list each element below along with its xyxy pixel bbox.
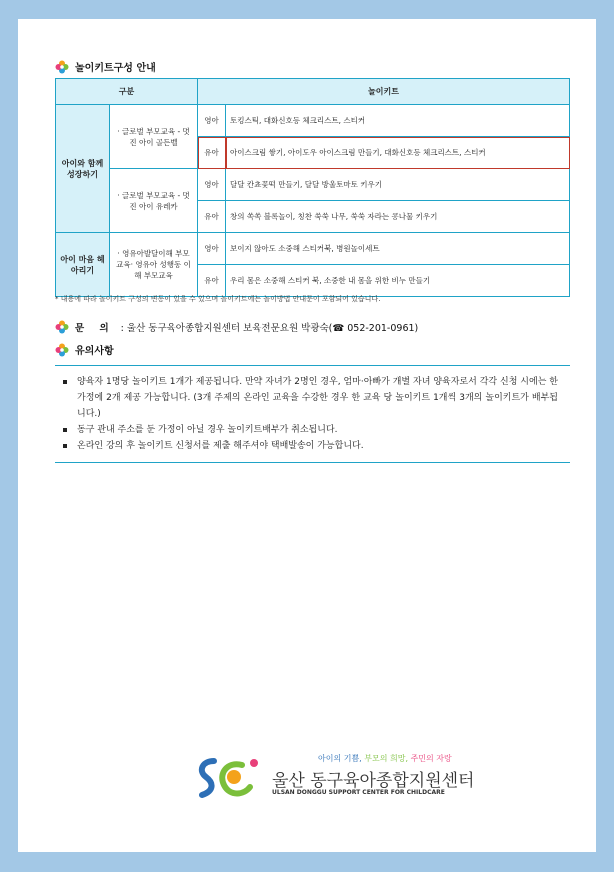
- table-row: [56, 233, 570, 265]
- flower-icon: [55, 343, 69, 357]
- slogan-part-3: 주민의 자랑: [410, 754, 452, 763]
- slogan-part-1: 아이의 기쁨,: [318, 754, 362, 763]
- table-footnote: * 내용에 따라 놀이키트 구성의 변동이 있을 수 있으며 놀이키트에는 놀이방법 안내문이 포함되어 있습니다.: [55, 295, 381, 303]
- notice-item: [77, 422, 570, 438]
- notice-list: [55, 374, 570, 454]
- notice-text: 동구 관내 주소를 둔 가정이 아닐 경우 놀이키트배부가 취소됩니다.: [77, 425, 338, 435]
- age-cell: 영아: [198, 169, 226, 201]
- flower-icon: [55, 320, 69, 334]
- header-category: 구분: [56, 79, 198, 105]
- kit-table: [55, 78, 570, 297]
- table-header-row: [56, 79, 570, 105]
- document-page: [18, 19, 596, 852]
- bullet-icon: [63, 428, 67, 432]
- kit-cell-highlighted: 아이스크림 쌓기, 아이도우 아이스크림 만들기, 대화신호등 체크리스트, 스티커: [226, 137, 570, 169]
- program-name: · 영유아발달이해 부모교육· 영유아 성행동 이해 부모교육: [110, 233, 198, 297]
- program-name: · 글로벌 부모교육 - 멋진 아이 골든벨: [110, 105, 198, 169]
- section-title-notice: [55, 342, 114, 357]
- age-cell: 유아: [198, 265, 226, 297]
- center-logo: [194, 751, 475, 823]
- table-row: [56, 169, 570, 201]
- notice-box: [55, 365, 570, 463]
- group-label: 아이 마음 헤아리기: [56, 233, 110, 297]
- program-name: · 글로벌 부모교육 - 멋진 아이 유레카: [110, 169, 198, 233]
- notice-item: [77, 438, 570, 454]
- kit-cell: 토킹스틱, 대화신호등 체크리스트, 스티커: [226, 105, 570, 137]
- flower-icon: [55, 60, 69, 74]
- contact-label: 문 의: [75, 323, 115, 334]
- kit-cell: 창의 쏙쏙 블록놀이, 칭찬 쑥쑥 나무, 쑥쑥 자라는 콩나물 키우기: [226, 201, 570, 233]
- contact-text: : 울산 동구육아종합지원센터 보육전문요원 박광숙(☎ 052-201-0961): [120, 323, 419, 334]
- bullet-icon: [63, 444, 67, 448]
- group-label: 아이와 함께 성장하기: [56, 105, 110, 233]
- age-cell: 영아: [198, 105, 226, 137]
- age-cell: 영아: [198, 233, 226, 265]
- section-title-kit: [55, 59, 156, 74]
- kit-cell: 달달 칸쵸꽃떡 만들기, 달달 방울토마토 키우기: [226, 169, 570, 201]
- age-cell: 유아: [198, 201, 226, 233]
- section-title-text: 유의사항: [75, 346, 114, 357]
- logo-mark-icon: [194, 755, 264, 805]
- notice-text: 온라인 강의 후 놀이키트 신청서를 제출 해주셔야 택배발송이 가능합니다.: [77, 441, 364, 451]
- age-cell: 유아: [198, 137, 226, 169]
- logo-name-en: ULSAN DONGGU SUPPORT CENTER FOR CHILDCARE: [272, 789, 445, 796]
- section-title-text: 놀이키트구성 안내: [75, 63, 156, 74]
- logo-name-kr: 울산 동구육아종합지원센터: [272, 771, 475, 791]
- notice-item: [77, 374, 570, 422]
- table-row: [56, 105, 570, 137]
- contact-line: [55, 320, 418, 334]
- bullet-icon: [63, 380, 67, 384]
- logo-slogan: [318, 753, 452, 764]
- notice-text: 양육자 1명당 놀이키트 1개가 제공됩니다. 만약 자녀가 2명인 경우, 엄마·아빠가 개별 자녀 양육자로서 각각 신청 시에는 한 가정에 2개 제공 가능합니다. (3개 주제의 온라인 교육을 수강한 경우 한 교육 당 놀이키트 1개씩 3개의 놀이키트가 배부됩니다.): [77, 377, 558, 419]
- kit-cell: 우리 몸은 소중해 스티커 북, 소중한 내 몸을 위한 비누 만들기: [226, 265, 570, 297]
- header-kit: 놀이키트: [198, 79, 570, 105]
- kit-cell: 보이지 않아도 소중해 스티커북, 병원놀이세트: [226, 233, 570, 265]
- slogan-part-2: 부모의 희망,: [364, 754, 409, 763]
